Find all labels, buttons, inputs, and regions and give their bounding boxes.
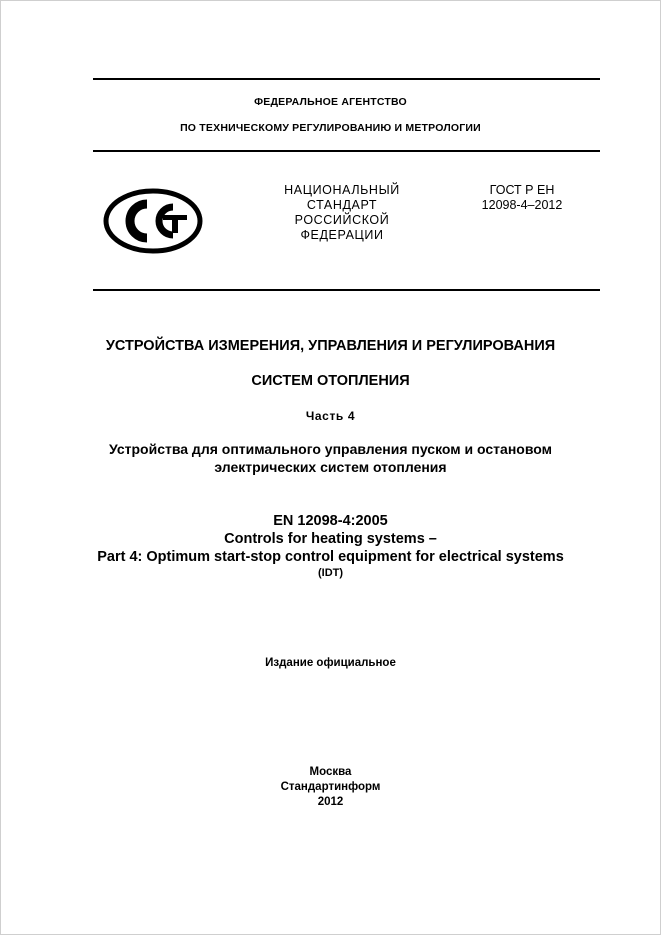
en-code: EN 12098-4:2005 [273, 513, 388, 529]
publisher-name: Стандартинформ [280, 781, 381, 793]
part-label: Часть 4 [305, 409, 356, 423]
title-line-2: СИСТЕМ ОТОПЛЕНИЯ [251, 373, 410, 389]
edition-label: Издание официальное [265, 657, 396, 669]
agency-line-1: ФЕДЕРАЛЬНОЕ АГЕНТСТВО [254, 96, 407, 108]
en-title-line-2: Part 4: Optimum start-stop control equipment for electrical systems [97, 549, 564, 565]
publisher-year: 2012 [317, 796, 344, 808]
gost-line-2: 12098-4–2012 [481, 198, 563, 212]
header-rule [93, 150, 600, 152]
subtitle-line-2: электрических систем отопления [214, 459, 447, 475]
top-rule [93, 78, 600, 80]
standard-type-line: ФЕДЕРАЦИИ [300, 228, 384, 242]
standard-type-line: СТАНДАРТ [306, 198, 378, 212]
gost-line-1: ГОСТ Р ЕН [489, 183, 555, 197]
agency-line-2: ПО ТЕХНИЧЕСКОМУ РЕГУЛИРОВАНИЮ И МЕТРОЛОГИИ [180, 122, 481, 134]
title-line-1: УСТРОЙСТВА ИЗМЕРЕНИЯ, УПРАВЛЕНИЯ И РЕГУЛИРОВАНИЯ [105, 338, 556, 354]
standard-type [262, 183, 422, 243]
publisher-city: Москва [309, 766, 352, 778]
subtitle-line-1: Устройства для оптимального управления пуском и остановом [109, 441, 552, 457]
standard-type-line: НАЦИОНАЛЬНЫЙ [284, 183, 400, 197]
publisher-block [0, 765, 661, 810]
en-title-line-1: Controls for heating systems – [224, 531, 437, 547]
standard-rule [93, 289, 600, 291]
rst-logo-icon [103, 188, 203, 254]
standard-type-line: РОССИЙСКОЙ [294, 213, 390, 227]
gost-designation [462, 183, 582, 213]
idt-label: (IDT) [317, 567, 344, 579]
